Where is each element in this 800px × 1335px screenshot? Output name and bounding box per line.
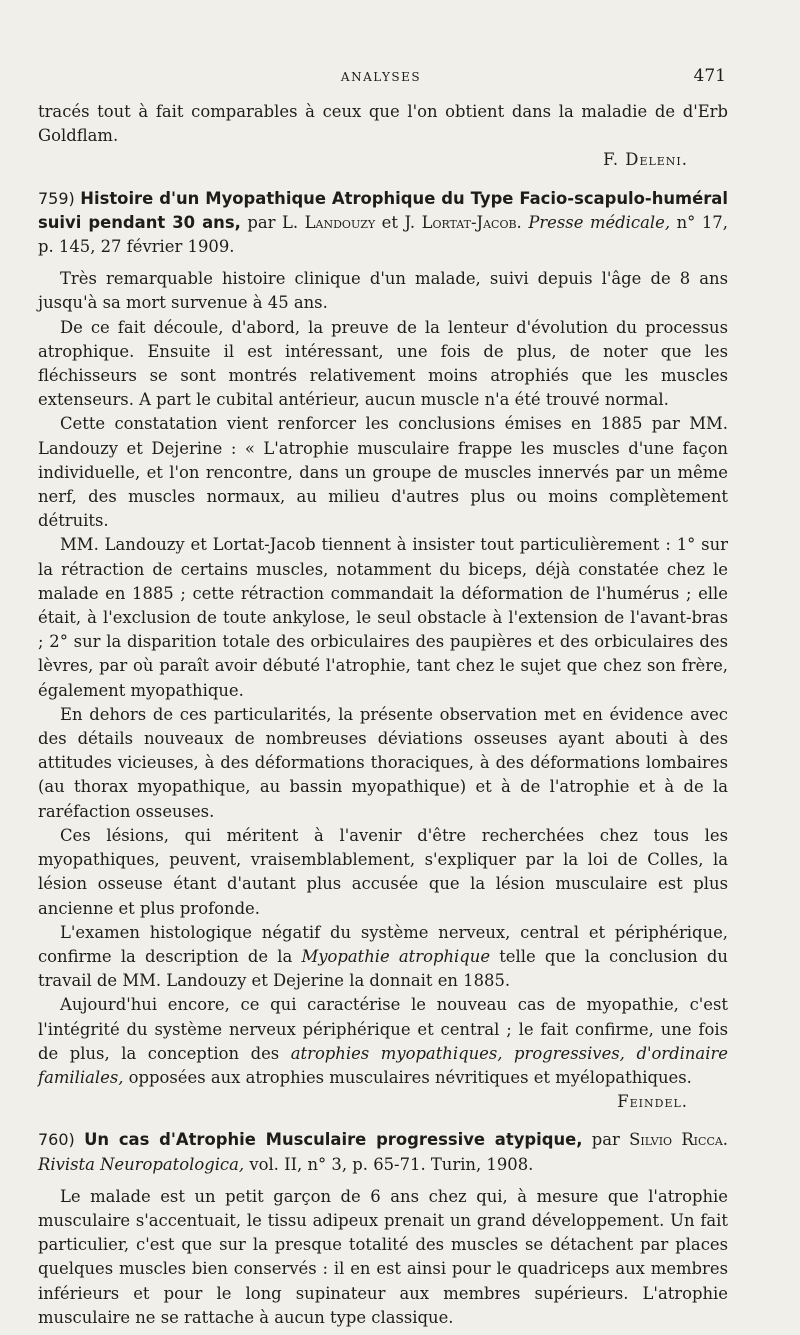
- entry-759-citation: n° 17, p. 145, 27 février 1909.: [38, 212, 728, 257]
- entry-760-title: Un cas d'Atrophie Musculaire progressive atypique,: [84, 1130, 583, 1150]
- entry-759-signature: Feindel.: [617, 1092, 688, 1112]
- p7-text-b: telle que la conclusion du travail de MM. Landouzy et Dejerine la donnait en 1885.: [38, 946, 728, 991]
- entry-759-paragraph-3: Cette constatation vient renforcer les conclusions émises en 1885 par MM. Landouzy et Dejerine : « L'atrophie musculaire frappe les muscles d'une façon individuelle, et l'on rencontre, dans un groupe de muscles innervés par un même nerf, des muscles normaux, au milieu d'autres plus ou moins complètement détruits.: [38, 414, 728, 531]
- entry-760-by: par: [591, 1130, 620, 1150]
- entry-759-author-1: L. Landouzy: [282, 212, 376, 232]
- entry-760-number: 760): [38, 1130, 75, 1150]
- entry-759-paragraph-4: MM. Landouzy et Lortat-Jacob tiennent à insister tout particulièrement : 1° sur la rétraction de certains muscles, notamment du biceps, déjà constatée chez le malade en 1885 ; cette rétraction commandait la déformation de l'humérus ; elle était, à l'exclusion de toute ankylose, le seul obstacle à l'extension de l'avant-bras ; 2° sur la disparition totale des orbiculaires des paupières et des orbiculaires des lèvres, par où paraît avoir débuté l'atrophie, tant chez le sujet que chez son frère, également myopathique.: [38, 535, 728, 700]
- entry-759-paragraph-6: Ces lésions, qui méritent à l'avenir d'être recherchées chez tous les myopathiques, peuvent, vraisemblablement, s'expliquer par la loi de Colles, la lésion osseuse étant d'autant plus accusée que la lésion musculaire est plus ancienne et plus profonde.: [38, 825, 728, 918]
- entry-760-journal: Rivista Neuropatologica,: [38, 1154, 245, 1174]
- entry-759-heading: [38, 187, 728, 260]
- entry-759-author-2: J. Lortat-Jacob.: [404, 212, 522, 232]
- entry-759: [38, 187, 728, 1115]
- page-number: 471: [693, 66, 726, 86]
- entry-760-author: Silvio Ricca.: [629, 1130, 729, 1150]
- entry-759-paragraph-1: Très remarquable histoire clinique d'un malade, suivi depuis l'âge de 8 ans jusqu'à sa mort survenue à 45 ans.: [38, 269, 728, 313]
- entry-759-paragraph-7: [38, 921, 728, 994]
- running-head: ANALYSES: [340, 70, 422, 84]
- entry-759-title: Histoire d'un Myopathique Atrophique du Type Facio-scapulo-huméral suivi pendant 30 ans,: [38, 188, 728, 232]
- previous-entry-tail: tracés tout à fait comparables à ceux que l'on obtient dans la maladie de d'Erb Goldflam.: [38, 102, 728, 146]
- entry-760-citation: vol. II, n° 3, p. 65-71. Turin, 1908.: [249, 1154, 534, 1174]
- p7-text-a: L'examen histologique négatif du système nerveux, central et périphérique, confirme la description de la: [38, 922, 728, 966]
- entry-759-body: [38, 267, 728, 1114]
- entry-759-journal: Presse médicale,: [528, 212, 671, 232]
- entry-760-paragraph-1: Le malade est un petit garçon de 6 ans chez qui, à mesure que l'atrophie musculaire s'accentuait, le tissu adipeux prenait un grand développement. Un fait particulier, c'est que sur la presque totalité des muscles se détachent par places quelques muscles bien conservés : il en est ainsi pour le quadriceps aux membres inférieurs et pour le long supinateur aux membres supérieurs. L'atrophie musculaire ne se rattache à aucun type classique.: [38, 1186, 728, 1327]
- p7-emphasis: Myopathie atrophique: [301, 946, 491, 966]
- entry-760: [38, 1128, 728, 1330]
- entry-759-and: et: [381, 212, 398, 232]
- page-header: [36, 66, 726, 90]
- p8-text-b: opposées aux atrophies musculaires névritiques et myélopathiques.: [128, 1067, 692, 1087]
- entry-759-by: par: [247, 212, 276, 232]
- entry-759-paragraph-5: En dehors de ces particularités, la présente observation met en évidence avec des détails nouveaux de nombreuses déviations osseuses ayant abouti à des attitudes vicieuses, à des déformations thoraciques, à des déformations lombaires (au thorax myopathique, au bassin myopathique) et à de l'atrophie et à de la raréfaction osseuses.: [38, 704, 728, 821]
- entry-760-heading: [38, 1128, 728, 1176]
- p8-text-a: Aujourd'hui encore, ce qui caractérise le nouveau cas de myopathie, c'est l'intégrité du système nerveux périphérique et central ; le fait confirme, une fois de plus, la conception des: [38, 995, 728, 1063]
- p8-emphasis: atrophies myopathiques, progressives, d'ordinaire familiales,: [38, 1043, 728, 1087]
- entry-759-number: 759): [38, 188, 75, 208]
- entry-759-paragraph-2: De ce fait découle, d'abord, la preuve de la lenteur d'évolution du processus atrophique. Ensuite il est intéressant, une fois de plus, de noter que les fléchisseurs se sont montrés relativement moins atrophiés que les muscles extenseurs. A part le cubital antérieur, aucun muscle n'a été trouvé normal.: [38, 317, 728, 410]
- entry-760-body: [38, 1185, 728, 1330]
- entry-759-paragraph-8: [38, 993, 728, 1090]
- previous-entry-signature: F. Deleni.: [603, 150, 688, 170]
- page-content: [38, 100, 728, 1330]
